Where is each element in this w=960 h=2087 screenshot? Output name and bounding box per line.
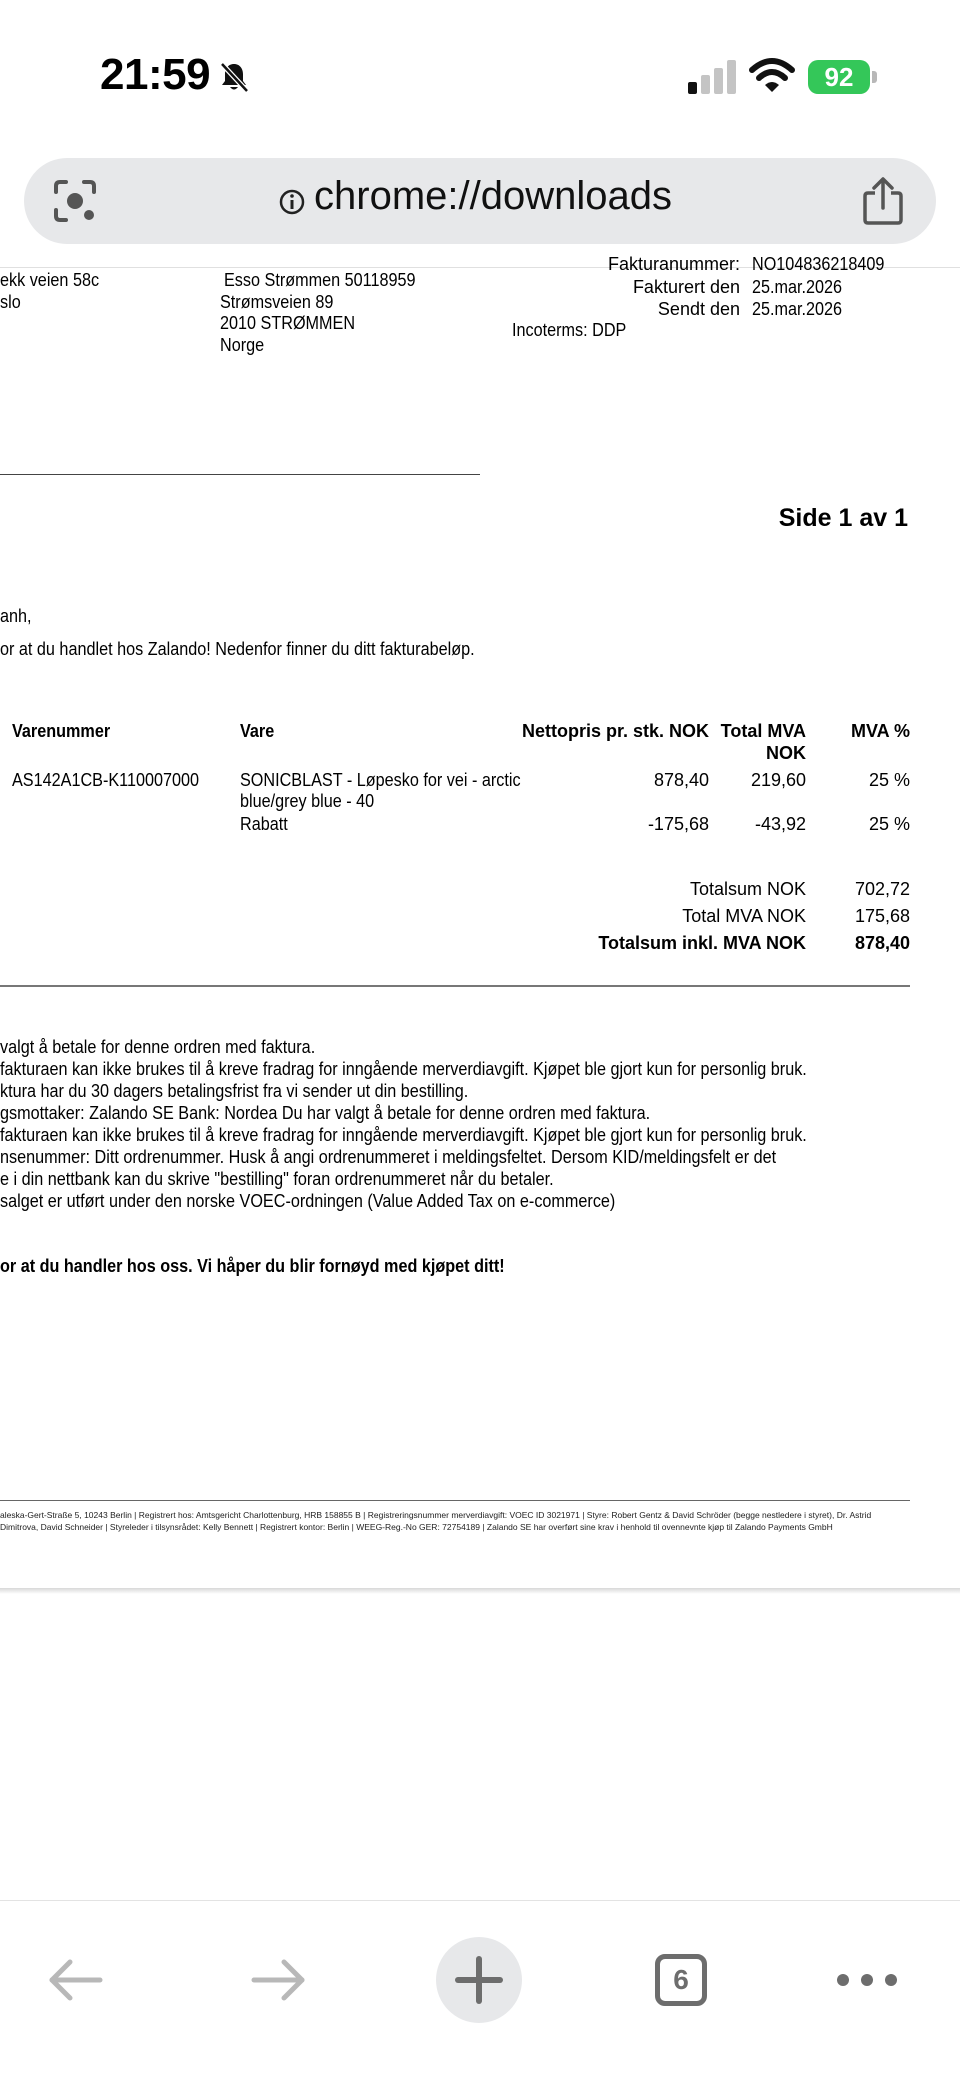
seller-address-line: slo	[0, 292, 21, 312]
col-header-mva-pct: MVA %	[850, 721, 910, 741]
totals-divider	[0, 985, 910, 987]
note-line: fakturaen kan ikke brukes til å kreve fradrag for inngående merverdiavgift. Kjøpet ble gjort kun for personlig bruk.	[0, 1059, 807, 1079]
thank-you-text: or at du handler hos oss. Vi håper du blir fornøyd med kjøpet ditt!	[0, 1256, 505, 1276]
bell-muted-icon	[217, 60, 251, 94]
note-line: ktura har du 30 dagers betalingsfrist fra vi sender ut din bestilling.	[0, 1081, 469, 1101]
invoiced-date-label: Fakturert den	[632, 277, 740, 297]
table-cell-varenummer: AS142A1CB-K110007000	[12, 770, 200, 790]
note-line: fakturaen kan ikke brukes til å kreve fradrag for inngående merverdiavgift. Kjøpet ble gjort kun for personlig bruk.	[0, 1125, 807, 1145]
invoiced-date-value: 25.mar.2026	[752, 277, 843, 297]
total-label: Totalsum NOK	[689, 879, 806, 899]
lens-camera-icon[interactable]	[52, 178, 98, 224]
col-header-total-mva: Total MVA	[720, 721, 806, 741]
col-header-vare: Vare	[240, 721, 275, 741]
sent-date-value: 25.mar.2026	[752, 299, 843, 319]
legal-footer-line: aleska-Gert-Straße 5, 10243 Berlin | Registrert hos: Amtsgericht Charlottenburg, HRB 158855 B | Registreringsnummer merverdiavgift: VOEC ID 3021971 | Styre: Robert Gentz & David Schröder (begge nestledere i styret), Dr. Astrid	[0, 1510, 872, 1520]
page-indicator: Side 1 av 1	[778, 504, 908, 532]
table-cell-mva-pct: 25 %	[868, 814, 910, 834]
col-header-nettopris: Nettopris pr. stk. NOK	[521, 721, 709, 741]
legal-footer-line: Dimitrova, David Schneider | Styreleder i tilsynsrådet: Kelly Bennett | Registrert kontor: Berlin | WEEG-Reg.-No GER: 72754189 | Zalando SE har overført sine krav i henhold til ovennevnte kjøp til Zalando Payments GmbH	[0, 1522, 833, 1532]
address-bar[interactable]	[24, 158, 936, 244]
table-cell-vare: Rabatt	[240, 814, 288, 834]
tab-switcher-button[interactable]	[638, 1937, 724, 2023]
table-cell-nettopris: 878,40	[653, 770, 709, 790]
delivery-address-line: 2010 STRØMMEN	[220, 313, 356, 333]
battery-indicator	[808, 60, 878, 94]
battery-level: 92	[808, 60, 870, 94]
note-line: salget er utført under den norske VOEC-ordningen (Value Added Tax on e-commerce)	[0, 1191, 616, 1211]
table-cell-total-mva: -43,92	[754, 814, 806, 834]
delivery-address-line: Esso Strømmen 50118959	[224, 270, 416, 290]
col-header-varenummer: Varenummer	[12, 721, 111, 741]
battery-cap	[872, 71, 877, 83]
total-value: 702,72	[854, 879, 910, 899]
wifi-icon	[750, 58, 794, 94]
table-cell-mva-pct: 25 %	[868, 770, 910, 790]
seller-address-line: ekk veien 58c	[0, 270, 100, 290]
more-dots-icon	[824, 1937, 910, 2023]
grand-total-label: Totalsum inkl. MVA NOK	[598, 933, 806, 953]
address-divider	[0, 474, 480, 475]
invoice-number-value: NO104836218409	[752, 254, 885, 274]
arrow-right-icon	[236, 1937, 322, 2023]
status-bar	[0, 0, 960, 150]
delivery-address-line: Norge	[220, 335, 265, 355]
note-line: e i din nettbank kan du skrive "bestilling" foran ordrenummeret når du betaler.	[0, 1169, 554, 1189]
clock: 21:59	[100, 50, 211, 99]
new-tab-button[interactable]	[436, 1937, 522, 2023]
bottom-toolbar	[0, 1900, 960, 2087]
intro-text: or at du handlet hos Zalando! Nedenfor finner du ditt fakturabeløp.	[0, 639, 475, 659]
total-mva-value: 175,68	[854, 906, 910, 926]
more-menu-button[interactable]	[824, 1937, 910, 2023]
invoice-number-label: Fakturanummer:	[607, 254, 740, 274]
table-cell-total-mva: 219,60	[750, 770, 806, 790]
footer-divider	[0, 1500, 910, 1501]
total-mva-label: Total MVA NOK	[682, 906, 806, 926]
arrow-left-icon	[32, 1937, 118, 2023]
info-icon[interactable]	[278, 188, 306, 216]
invoice-document	[0, 254, 960, 1588]
url-text[interactable]: chrome://downloads	[314, 174, 672, 218]
share-icon[interactable]	[860, 176, 906, 226]
table-cell-vare: SONICBLAST - Løpesko for vei - arctic	[240, 770, 521, 790]
grand-total-value: 878,40	[854, 933, 910, 953]
tab-count: 6	[655, 1954, 707, 2006]
plus-icon	[436, 1937, 522, 2023]
table-cell-nettopris: -175,68	[647, 814, 709, 834]
delivery-address-line: Strømsveien 89	[220, 292, 334, 312]
sent-date-label: Sendt den	[657, 299, 740, 319]
note-line: gsmottaker: Zalando SE Bank: Nordea Du har valgt å betale for denne ordren med faktura.	[0, 1103, 651, 1123]
greeting: anh,	[0, 606, 32, 626]
back-button[interactable]	[32, 1937, 118, 2023]
table-cell-vare: blue/grey blue - 40	[240, 791, 375, 811]
forward-button[interactable]	[236, 1937, 322, 2023]
page-shadow	[0, 1588, 960, 1594]
col-header-total-mva-unit: NOK	[766, 743, 806, 763]
note-line: nsenummer: Ditt ordrenummer. Husk å angi ordrenummeret i meldingsfeltet. Dersom KID/meldingsfelt er det	[0, 1147, 777, 1167]
note-line: valgt å betale for denne ordren med faktura.	[0, 1037, 316, 1057]
cellular-signal-icon	[688, 60, 736, 94]
incoterms: Incoterms: DDP	[512, 320, 627, 340]
